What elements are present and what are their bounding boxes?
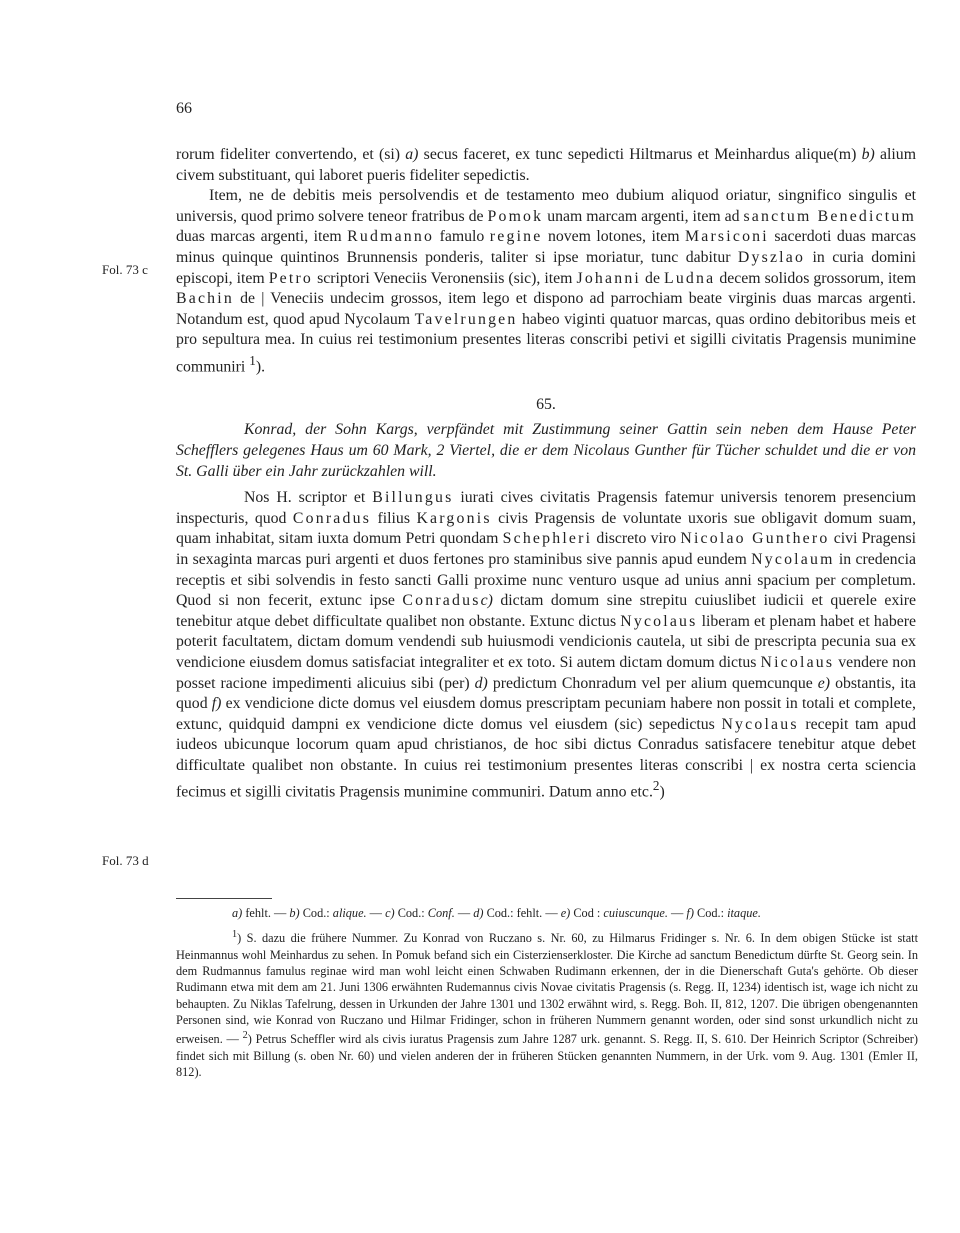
footnotes	[176, 905, 918, 1080]
paragraph-testament: Item, ne de debitis meis persolvendis et de testamento meo dubium aliquod oriatur, singnifico singulis et universis, quod primo solvere teneor fratribus de Pomok unam marcam argenti, item ad sanctum Benedictum duas marcas argenti, item Rudmanno famulo regine novem lotones, item Marsiconi sacerdoti duas marcas minus quinque quintinos Brunnensis ponderis, taliter si ipse moriatur, tunc dabitur Dyszlao in curia domini episcopi, item Petro scriptori Veneciis Veronensiis (sic), item Johanni de Ludna decem solidos grossorum, item Bachin de | Veneciis undecim grossos, item lego et dispono ad parrochiam beate virginis duas marcas argenti. Notandum est, quod apud Nycolaum Tavelrungen habeo viginti quatuor marcas, quas ordino debitoribus meis et pro sepultura mea. In cuius rei testimonium presentes literas conscribi petivi et sigilli civitatis Pragensis munimine communiri $^1$).	[176, 187, 917, 376]
page-number: 66	[176, 100, 192, 117]
document-text: Nos H. scriptor et Billungus iurati cives civitatis Pragensis fatemur universis tenorem presencium inspecturis, quod Conradus filius Kargonis civis Pragensis de voluntate uxoris sue obligavit domum suam, quam inhabitat, sitam iuxta domum Petri quondam Schephleri discreto viro Nicolao Gunthero civi Pragensi in sexaginta marcas puri argenti et duos fertones pro staminibus sive pannis apud eundem Nycolaum in credencia receptis et sibi solvendis in festo sancti Galli proxime nunc venturo usque ad unius anni spacium per completum. Quod si non fecerit, extunc ipse Conradusc) dictam domum sine strepitu cuiuslibet iudicii et querele exire tenebitur atque debet difficultate qualibet non obstante. Extunc dictus Nycolaus liberam et plenam habet et habere poterit facultatem, dictam domum vendendi sub huiusmodi vendicionis cautela, ut sibi de prescripta pecunia sua ex vendicione eiusdem domus satisfaciat integraliter et ex toto. Si autem dictam domum dictus Nicolaus vendere non posset racione impedimenti alicuius sibi (per) d) predictum Chonradum vel per alium quemcunque e) obstantis, ita quod f) ex vendicione dicte domus vel eiusdem domus prescriptam pecuniam habere non possit in totali et complete, extunc, quidquid dampni ex vendicione dicte domus vel eiusdem (sic) sepedictus Nycolaus recepit tam apud iudeos ubicunque locorum quam apud christianos, de hoc sibi dictus Conradus satisfacere tenebitur atque debet difficultate qualibet non obstante. In cuius rei testimonium presentes literas conscribi | ex nostra certa sciencia fecimus et sigilli civitatis Pragensis munimine communiri. Datum anno etc.$^2$)	[176, 489, 917, 801]
textual-variants: a) fehlt. — b) Cod.: alique. — c) Cod.: Conf. — d) Cod.: fehlt. — e) Cod : cuiuscunque. — f) Cod.: itaque.	[232, 906, 761, 920]
footnote-divider	[176, 898, 272, 899]
paragraph-continuation: rorum fideliter convertendo, et (si) a) secus faceret, ex tunc sepedicti Hiltmarus et Meinhardus alique(m) b) alium civem substituant, qui laboret pueris fideliter sepedictis.	[176, 146, 916, 184]
margin-note-fol-73d: Fol. 73 d	[102, 853, 149, 868]
footnote-text: $^1$) S. dazu die frühere Nummer. Zu Konrad von Ruczano s. Nr. 60, zu Hilmarus Fridinger s. Nr. 6. In dem obigen Stücke ist statt Heinmannus wohl Meinhardus zu sehen. In Pomuk befand sich ein Cisterzienserkloster. Die Kirche ad sanctum Benedictum dürfte St. Georg sein. In dem Rudmannus famulus reginae wird man wohl leicht einen Schwaben Rudimann erkennen, der in die Dienerschaft Guta's gehörte. Ob dieser Rudimann etwa mit dem am 21. Juni 1306 erwähnten Rudemannus civis Novae civitatis Pragensis (s. Regg. II, 1234) identisch ist, wage ich nicht zu behaupten. Zu Niklas Tafelrung, dessen in Urkunden der Jahre 1301 und 1302 erwähnt wird, s. Regg. Boh. II, 812, 1207. Die übrigen obengenannten Personen sind, wie Konrad von Ruczano und Hilmar Fridinger, schon in früheren Nummern genannt worden, oder sind sonst urkundlich nicht zu erweisen. — $^2$) Petrus Scheffler wird als civis iuratus Pragensis zum Jahre 1287 urk. genannt. S. Regg. II, S. 610. Der Heinrich Scriptor (Schreiber) findet sich mit Billung (s. oben Nr. 60) und vielen anderen der in früheren Stücken genannten Nummern, in der Urk. vom 9. Aug. 1301 (Emler II, 812).	[176, 929, 918, 1079]
document-regest: Konrad, der Sohn Kargs, verpfändet mit Zustimmung seiner Gattin sein neben dem Hause Peter Schefflers gelegenes Haus um 60 Mark, 2 Viertel, die er dem Nicolaus Gunther für Tücher schuldet und die er von St. Galli über ein Jahr zurückzahlen will.	[176, 421, 916, 480]
main-text	[176, 145, 916, 803]
document-number: 65.	[536, 395, 556, 413]
margin-note-fol-73c: Fol. 73 c	[102, 262, 148, 277]
